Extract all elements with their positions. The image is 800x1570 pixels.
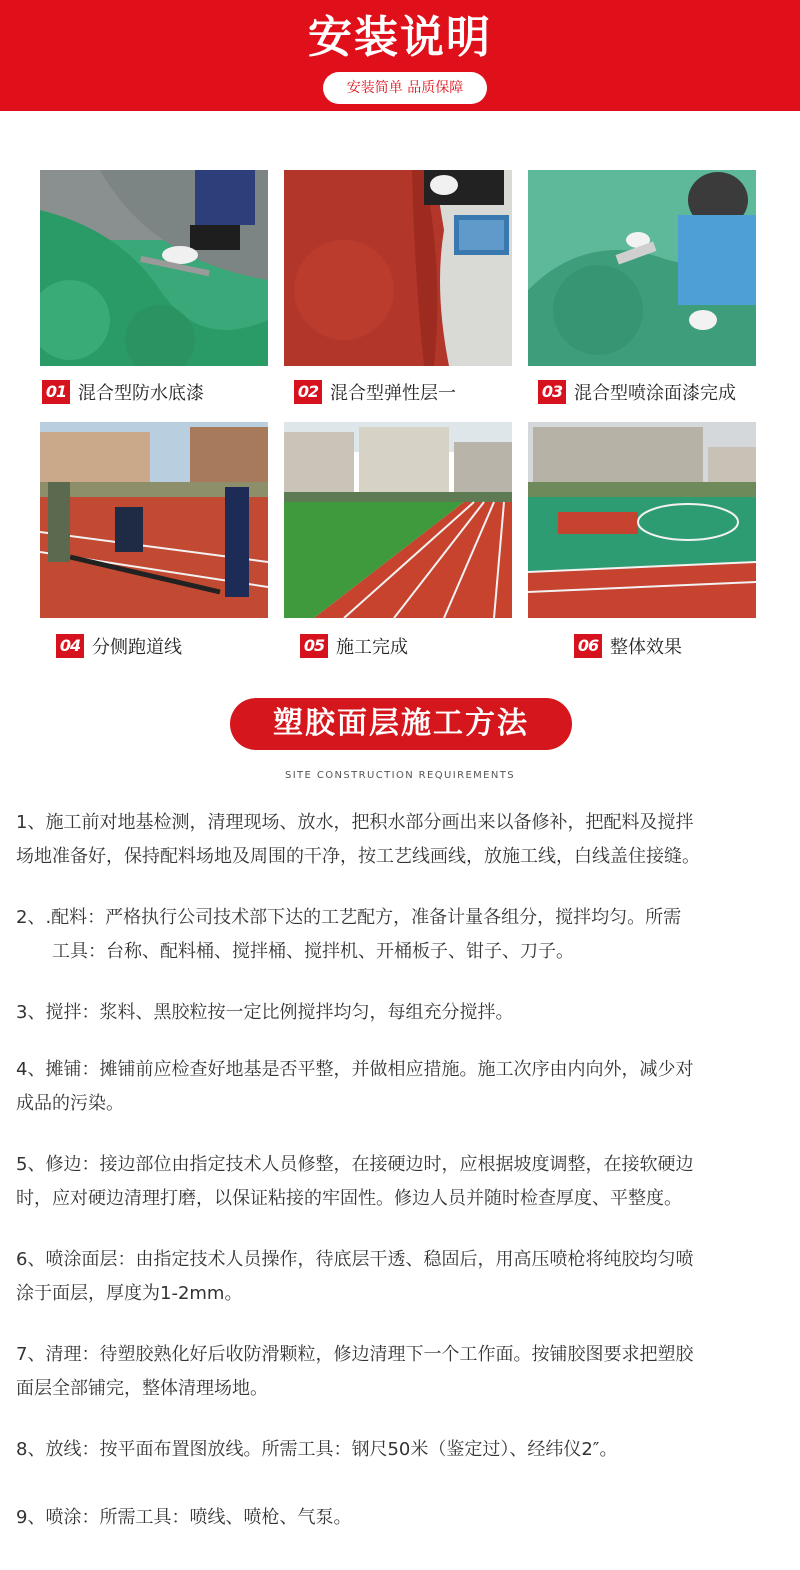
step-item: [16, 1338, 786, 1406]
step-line: 工具：台称、配料桶、搅拌桶、搅拌机、开桶板子、钳子、刀子。: [52, 941, 574, 962]
construction-steps: [16, 806, 786, 1535]
step-number-badge: 03: [538, 380, 566, 404]
step-item: [16, 806, 786, 874]
step-number-badge: 05: [300, 634, 328, 658]
step-line: 成品的污染。: [16, 1093, 124, 1114]
step-line: 5、修边：接边部位由指定技术人员修整，在接硬边时，应根据坡度调整，在接软硬边: [16, 1154, 694, 1175]
photo-step-5: [284, 422, 512, 618]
step-line: 2、.配料：严格执行公司技术部下达的工艺配方，准备计量各组分，搅拌均匀。所需: [16, 907, 682, 928]
section-title: 塑胶面层施工方法: [230, 698, 572, 750]
caption-label: 分侧跑道线: [92, 637, 182, 658]
step-number-badge: 02: [294, 380, 322, 404]
step-line: 涂于面层，厚度为1-2mm。: [16, 1283, 243, 1304]
caption-step-5: [300, 632, 408, 660]
photo-step-1: [40, 170, 268, 366]
section-subtitle: SITE CONSTRUCTION REQUIREMENTS: [284, 770, 516, 781]
caption-step-3: [538, 378, 736, 406]
step-number-badge: 06: [574, 634, 602, 658]
step-item: [16, 1148, 786, 1216]
caption-label: 混合型弹性层一: [330, 383, 456, 404]
step-line: 1、施工前对地基检测，清理现场、放水，把积水部分画出来以备修补，把配料及搅拌: [16, 812, 694, 833]
step-number-badge: 01: [42, 380, 70, 404]
step-item: [16, 1243, 786, 1311]
header-banner: [0, 0, 800, 111]
tagline-badge: 安装简单 品质保障: [323, 72, 487, 104]
photo-step-2: [284, 170, 512, 366]
step-item: [16, 1053, 786, 1121]
step-line: 7、清理：待塑胶熟化好后收防滑颗粒，修边清理下一个工作面。按铺胶图要求把塑胶: [16, 1344, 694, 1365]
photo-step-4: [40, 422, 268, 618]
caption-step-1: [42, 378, 204, 406]
step-number-badge: 04: [56, 634, 84, 658]
step-item: [16, 996, 786, 1030]
step-line: 9、喷涂：所需工具：喷线、喷枪、气泵。: [16, 1507, 352, 1528]
caption-label: 整体效果: [610, 637, 682, 658]
caption-step-4: [56, 632, 182, 660]
caption-label: 混合型喷涂面漆完成: [574, 383, 736, 404]
caption-step-2: [294, 378, 456, 406]
caption-step-6: [574, 632, 682, 660]
caption-label: 施工完成: [336, 637, 408, 658]
caption-label: 混合型防水底漆: [78, 383, 204, 404]
step-line: 场地准备好，保持配料场地及周围的干净，按工艺线画线，放施工线，白线盖住接缝。: [16, 846, 700, 867]
photo-step-3: [528, 170, 756, 366]
step-item: [16, 1433, 786, 1467]
step-line: 6、喷涂面层：由指定技术人员操作，待底层干透、稳固后，用高压喷枪将纯胶均匀喷: [16, 1249, 694, 1270]
step-item: [16, 901, 786, 969]
step-line: 3、搅拌：浆料、黑胶粒按一定比例搅拌均匀，每组充分搅拌。: [16, 1002, 514, 1023]
photo-step-6: [528, 422, 756, 618]
page-title: 安装说明: [308, 12, 492, 63]
step-line: 4、摊铺：摊铺前应检查好地基是否平整，并做相应措施。施工次序由内向外，减少对: [16, 1059, 694, 1080]
step-line: 面层全部铺完，整体清理场地。: [16, 1378, 268, 1399]
step-item: [16, 1501, 786, 1535]
step-line: 时，应对硬边清理打磨，以保证粘接的牢固性。修边人员并随时检查厚度、平整度。: [16, 1188, 682, 1209]
step-line: 8、放线：按平面布置图放线。所需工具：钢尺50米（鉴定过）、经纬仪2″。: [16, 1439, 618, 1460]
